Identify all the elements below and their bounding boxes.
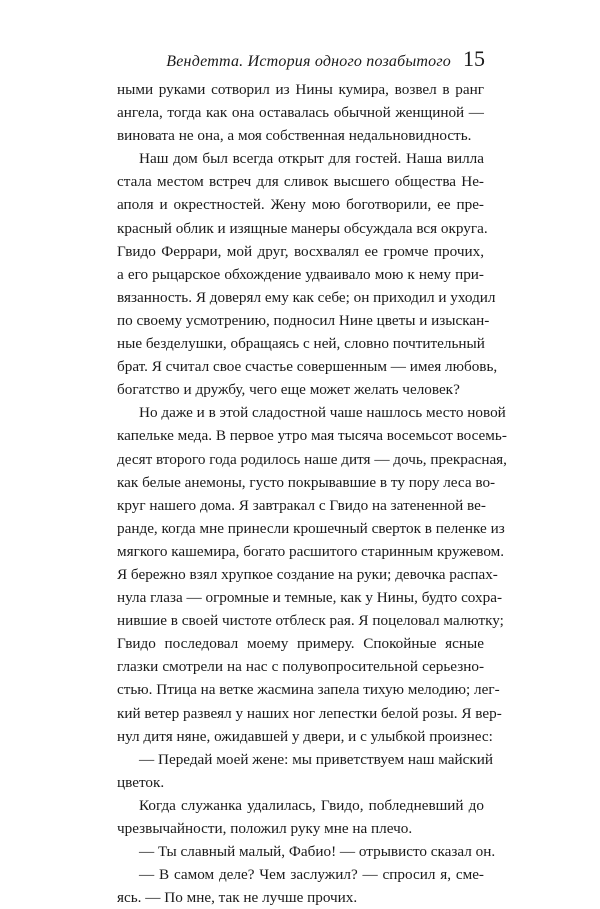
text-line: — Ты славный малый, Фабио! — отрывисто сказал он.: [139, 843, 496, 861]
text-line: Я бережно взял хрупкое создание на руки; девочка распах-: [117, 565, 498, 583]
paragraph: [117, 147, 498, 401]
running-header-title: Вендетта. История одного позабытого: [166, 53, 451, 70]
text-line: круг нашего дома. Я завтракал с Гвидо на затененной ве-: [117, 496, 486, 514]
text-line: ные безделушки, обращаясь с ней, словно почтительный: [117, 335, 485, 353]
text-line: нула глаза — огромные и темные, как у Нины, будто сохра-: [117, 589, 503, 607]
text-line: а его рыцарское обхождение удваивало мою к нему при-: [117, 265, 484, 283]
text-line: мягкого кашемира, богато расшитого старинным кружевом.: [117, 542, 505, 560]
page-number: 15: [463, 46, 485, 71]
body-text: [117, 78, 507, 909]
text-line: чрезвычайности, положил руку мне на плечо.: [117, 820, 413, 837]
text-line: нул дитя няне, ожидавшей у двери, и с улыбкой произнес:: [117, 727, 493, 745]
text-line: капельке меда. В первое утро мая тысяча восемьсот восемь-: [117, 427, 507, 445]
paragraph: [117, 401, 507, 747]
text-line: ными руками сотворил из Нины кумира, возвел в ранг: [117, 81, 484, 98]
text-line: — Передай моей жене: мы приветствуем наш майский: [139, 750, 493, 768]
text-line: нившие в своей чистоте отблеск рая. Я поцеловал малютку;: [117, 612, 504, 630]
text-line: богатство и дружбу, чего еще может желать человек?: [117, 381, 460, 399]
text-line: брат. Я считал свое счастье совершенным — имея любовь,: [117, 358, 498, 376]
text-line: виновата не она, а моя собственная недальновидность.: [117, 127, 472, 145]
paragraph: [117, 748, 493, 794]
text-line: аполя и окрестностей. Жену мою боготворили, ее пре-: [117, 196, 484, 214]
text-line: красный облик и изящные манеры обсуждала вся округа.: [117, 219, 488, 237]
paragraph: [117, 794, 484, 840]
text-line: как белые анемоны, густо покрывавшие в ту пору леса во-: [117, 473, 496, 491]
paragraph: [117, 840, 496, 863]
text-line: ранде, когда мне принесли крошечный сверток в пеленке из: [117, 519, 505, 537]
text-line: цветок.: [117, 773, 165, 791]
text-line: десят второго года родилось наше дитя — дочь, прекрасная,: [117, 450, 507, 468]
text-line: стью. Птица на ветке жасмина запела тихую мелодию; лег-: [117, 681, 500, 699]
running-header: [125, 48, 485, 71]
text-line: глазки смотрели на нас с полувопросительной серьезно-: [117, 658, 484, 676]
paragraph: [117, 863, 484, 909]
text-line: ангела, тогда как она оставалась обычной женщиной —: [117, 104, 484, 122]
text-line: Но даже и в этой сладостной чаше нашлось место новой: [139, 404, 506, 422]
text-line: Наш дом был всегда открыт для гостей. Наша вилла: [139, 150, 484, 168]
text-line: Гвидо последовал моему примеру. Спокойные ясные: [117, 635, 484, 653]
text-line: Гвидо Феррари, мой друг, восхвалял ее громче прочих,: [117, 242, 484, 260]
text-line: ясь. — По мне, так не лучше прочих.: [117, 889, 358, 907]
text-line: Когда служанка удалилась, Гвидо, побледневший до: [139, 796, 484, 814]
text-line: кий ветер развеял у наших ног лепестки белой розы. Я вер-: [117, 704, 502, 722]
text-line: — В самом деле? Чем заслужил? — спросил я, сме-: [139, 866, 484, 884]
paragraph: [117, 78, 484, 147]
text-line: вязанность. Я доверял ему как себе; он приходил и уходил: [117, 288, 496, 306]
text-line: стала местом встреч для сливок высшего общества Не-: [117, 173, 484, 191]
text-line: по своему усмотрению, подносил Нине цветы и изыскан-: [117, 311, 490, 329]
